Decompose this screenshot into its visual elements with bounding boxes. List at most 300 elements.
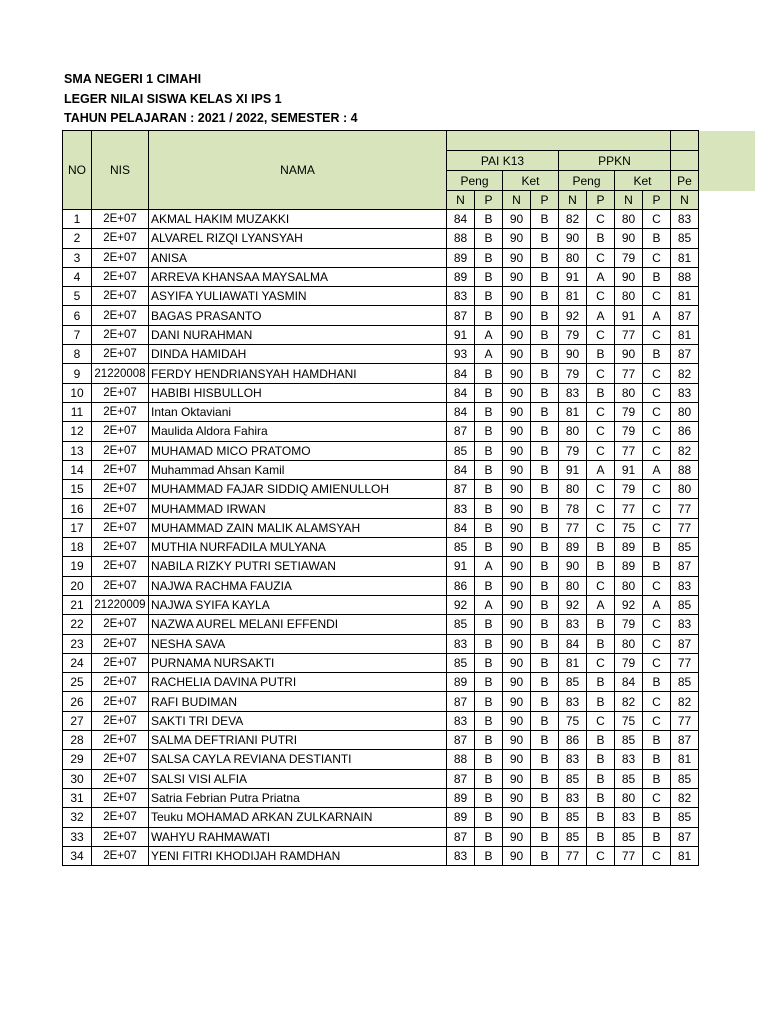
- cell-nis: 2E+07: [92, 692, 149, 711]
- cell-grade: 87: [671, 345, 699, 364]
- cell-grade: 90: [503, 769, 531, 788]
- cell-nama: ALVAREL RIZQI LYANSYAH: [149, 229, 447, 248]
- cell-grade: A: [587, 267, 615, 286]
- cell-grade: 83: [671, 615, 699, 634]
- cell-grade: C: [643, 499, 671, 518]
- cell-grade: 86: [671, 422, 699, 441]
- cell-grade: B: [475, 827, 503, 846]
- cell-grade: C: [587, 576, 615, 595]
- cell-grade: C: [643, 441, 671, 460]
- cell-grade: 79: [559, 441, 587, 460]
- cell-grade: B: [587, 750, 615, 769]
- cell-grade: 83: [447, 711, 475, 730]
- cell-grade: B: [587, 229, 615, 248]
- cell-grade: B: [475, 653, 503, 672]
- cell-nis: 2E+07: [92, 306, 149, 325]
- cell-grade: B: [475, 441, 503, 460]
- cell-nama: MUHAMMAD IRWAN: [149, 499, 447, 518]
- cell-grade: B: [643, 557, 671, 576]
- cell-grade: 79: [559, 325, 587, 344]
- cell-nis: 2E+07: [92, 480, 149, 499]
- cell-grade: 84: [447, 460, 475, 479]
- cell-grade: 77: [671, 499, 699, 518]
- cell-nis: 2E+07: [92, 518, 149, 537]
- cell-grade: 90: [503, 595, 531, 614]
- header-nis: NIS: [92, 131, 149, 210]
- cell-grade: C: [643, 402, 671, 421]
- cell-grade: C: [643, 653, 671, 672]
- cell-grade: B: [475, 383, 503, 402]
- cell-grade: 83: [559, 615, 587, 634]
- cell-grade: C: [587, 653, 615, 672]
- cell-grade: 90: [503, 788, 531, 807]
- cell-grade: 80: [615, 576, 643, 595]
- cell-grade: B: [475, 788, 503, 807]
- header-p: P: [643, 191, 671, 210]
- table-row: [63, 673, 755, 692]
- cell-grade: 85: [671, 538, 699, 557]
- cell-nama: Satria Febrian Putra Priatna: [149, 788, 447, 807]
- cell-grade: 91: [447, 557, 475, 576]
- cell-grade: A: [643, 595, 671, 614]
- cell-no: 7: [63, 325, 92, 344]
- cell-nama: NAJWA SYIFA KAYLA: [149, 595, 447, 614]
- table-row: [63, 383, 755, 402]
- header-p: P: [587, 191, 615, 210]
- cell-grade: C: [643, 615, 671, 634]
- cell-nama: Intan Oktaviani: [149, 402, 447, 421]
- cell-grade: B: [531, 229, 559, 248]
- cell-grade: 83: [671, 210, 699, 229]
- table-row: [63, 595, 755, 614]
- cell-grade: B: [643, 229, 671, 248]
- cell-grade: 81: [559, 402, 587, 421]
- cell-grade: B: [475, 460, 503, 479]
- cell-grade: B: [587, 769, 615, 788]
- cell-grade: B: [643, 731, 671, 750]
- cell-grade: B: [587, 383, 615, 402]
- table-body: [63, 210, 755, 866]
- cell-grade: 81: [671, 287, 699, 306]
- cell-no: 25: [63, 673, 92, 692]
- cell-grade: B: [587, 673, 615, 692]
- cell-grade: B: [531, 306, 559, 325]
- cell-grade: 90: [503, 576, 531, 595]
- cell-grade: B: [643, 808, 671, 827]
- cell-grade: B: [531, 402, 559, 421]
- header-filler: [699, 131, 755, 151]
- cell-grade: B: [475, 287, 503, 306]
- cell-grade: 87: [671, 557, 699, 576]
- cell-grade: 90: [615, 345, 643, 364]
- cell-grade: 90: [559, 557, 587, 576]
- cell-grade: B: [587, 731, 615, 750]
- cell-grade: B: [531, 769, 559, 788]
- cell-grade: 83: [615, 808, 643, 827]
- cell-grade: B: [531, 210, 559, 229]
- grade-table: [62, 130, 755, 866]
- cell-grade: 92: [615, 595, 643, 614]
- table-row: [63, 460, 755, 479]
- table-row: [63, 827, 755, 846]
- cell-grade: B: [531, 634, 559, 653]
- cell-grade: 86: [447, 576, 475, 595]
- table-row: [63, 788, 755, 807]
- cell-grade: B: [531, 364, 559, 383]
- academic-year: TAHUN PELAJARAN : 2021 / 2022, SEMESTER : 4: [64, 111, 358, 125]
- cell-grade: 90: [503, 325, 531, 344]
- cell-grade: 84: [447, 402, 475, 421]
- cell-nis: 2E+07: [92, 634, 149, 653]
- cell-grade: 84: [447, 364, 475, 383]
- header-n: N: [671, 191, 699, 210]
- cell-grade: C: [587, 480, 615, 499]
- table-row: [63, 499, 755, 518]
- cell-grade: B: [531, 576, 559, 595]
- table-row: [63, 210, 755, 229]
- cell-grade: 90: [503, 692, 531, 711]
- cell-grade: 88: [671, 460, 699, 479]
- cell-grade: 91: [559, 460, 587, 479]
- cell-grade: 83: [559, 750, 587, 769]
- cell-grade: B: [531, 480, 559, 499]
- cell-nama: RAFI BUDIMAN: [149, 692, 447, 711]
- cell-grade: C: [643, 210, 671, 229]
- cell-nis: 2E+07: [92, 287, 149, 306]
- cell-grade: 87: [671, 731, 699, 750]
- cell-grade: 83: [671, 383, 699, 402]
- table-row: [63, 769, 755, 788]
- cell-no: 11: [63, 402, 92, 421]
- cell-grade: 81: [671, 325, 699, 344]
- cell-grade: C: [587, 441, 615, 460]
- cell-no: 23: [63, 634, 92, 653]
- cell-grade: B: [643, 345, 671, 364]
- cell-no: 15: [63, 480, 92, 499]
- cell-nama: NABILA RIZKY PUTRI SETIAWAN: [149, 557, 447, 576]
- cell-grade: B: [531, 846, 559, 865]
- cell-grade: C: [643, 364, 671, 383]
- cell-grade: 85: [559, 673, 587, 692]
- cell-grade: 90: [503, 731, 531, 750]
- cell-grade: A: [587, 460, 615, 479]
- cell-grade: 77: [559, 518, 587, 537]
- cell-grade: 75: [559, 711, 587, 730]
- cell-grade: 90: [503, 653, 531, 672]
- cell-grade: 90: [503, 306, 531, 325]
- cell-grade: 85: [615, 731, 643, 750]
- cell-grade: B: [531, 345, 559, 364]
- cell-grade: 85: [671, 673, 699, 692]
- cell-grade: 83: [447, 846, 475, 865]
- cell-nama: YENI FITRI KHODIJAH RAMDHAN: [149, 846, 447, 865]
- cell-grade: 80: [615, 383, 643, 402]
- cell-grade: C: [643, 788, 671, 807]
- cell-grade: 81: [559, 653, 587, 672]
- cell-grade: B: [531, 615, 559, 634]
- cell-nama: PURNAMA NURSAKTI: [149, 653, 447, 672]
- table-row: [63, 345, 755, 364]
- cell-grade: 83: [447, 499, 475, 518]
- cell-nis: 21220009: [92, 595, 149, 614]
- header-nama: NAMA: [149, 131, 447, 210]
- cell-grade: B: [531, 595, 559, 614]
- cell-grade: B: [643, 827, 671, 846]
- cell-grade: A: [475, 557, 503, 576]
- report-title: LEGER NILAI SISWA KELAS XI IPS 1: [64, 91, 282, 106]
- cell-grade: 91: [615, 460, 643, 479]
- cell-no: 4: [63, 267, 92, 286]
- cell-no: 24: [63, 653, 92, 672]
- cell-grade: 83: [559, 692, 587, 711]
- table-row: [63, 692, 755, 711]
- cell-grade: B: [587, 345, 615, 364]
- cell-grade: B: [531, 383, 559, 402]
- cell-no: 30: [63, 769, 92, 788]
- cell-grade: 89: [447, 788, 475, 807]
- cell-no: 27: [63, 711, 92, 730]
- cell-nama: FERDY HENDRIANSYAH HAMDHANI: [149, 364, 447, 383]
- school-name: SMA NEGERI 1 CIMAHI: [64, 72, 202, 86]
- cell-grade: 80: [559, 422, 587, 441]
- cell-grade: 85: [671, 808, 699, 827]
- cell-grade: 84: [559, 634, 587, 653]
- grade-table-wrapper: [62, 130, 768, 866]
- header-ppkn-ket: Ket: [615, 171, 671, 191]
- cell-grade: 90: [503, 750, 531, 769]
- cell-no: 21: [63, 595, 92, 614]
- cell-nama: BAGAS PRASANTO: [149, 306, 447, 325]
- cell-nama: ARREVA KHANSAA MAYSALMA: [149, 267, 447, 286]
- cell-grade: B: [531, 673, 559, 692]
- cell-grade: 90: [503, 229, 531, 248]
- cell-grade: 83: [559, 788, 587, 807]
- table-row: [63, 653, 755, 672]
- table-row: [63, 538, 755, 557]
- cell-grade: 90: [503, 287, 531, 306]
- cell-grade: 90: [503, 673, 531, 692]
- header-n: N: [447, 191, 475, 210]
- cell-grade: 77: [671, 711, 699, 730]
- cell-grade: B: [531, 827, 559, 846]
- cell-nis: 2E+07: [92, 750, 149, 769]
- cell-grade: 89: [559, 538, 587, 557]
- cell-grade: 90: [503, 538, 531, 557]
- cell-grade: 79: [615, 480, 643, 499]
- cell-grade: 90: [503, 634, 531, 653]
- cell-nis: 2E+07: [92, 499, 149, 518]
- cell-grade: 87: [447, 480, 475, 499]
- cell-nama: HABIBI HISBULLOH: [149, 383, 447, 402]
- cell-grade: 81: [559, 287, 587, 306]
- table-row: [63, 248, 755, 267]
- cell-grade: 79: [615, 615, 643, 634]
- cell-grade: 92: [559, 306, 587, 325]
- cell-nis: 2E+07: [92, 731, 149, 750]
- cell-grade: 83: [447, 287, 475, 306]
- cell-grade: 83: [559, 383, 587, 402]
- cell-grade: 85: [559, 769, 587, 788]
- cell-nama: ASYIFA YULIAWATI YASMIN: [149, 287, 447, 306]
- cell-grade: 89: [615, 557, 643, 576]
- cell-grade: C: [587, 248, 615, 267]
- cell-grade: 82: [671, 692, 699, 711]
- cell-nis: 2E+07: [92, 827, 149, 846]
- cell-grade: 88: [447, 750, 475, 769]
- cell-grade: B: [475, 499, 503, 518]
- cell-nama: SALSI VISI ALFIA: [149, 769, 447, 788]
- header-p: P: [531, 191, 559, 210]
- cell-grade: C: [587, 325, 615, 344]
- cell-grade: B: [587, 634, 615, 653]
- cell-grade: 83: [447, 634, 475, 653]
- cell-grade: B: [531, 325, 559, 344]
- cell-grade: C: [643, 287, 671, 306]
- cell-nama: Teuku MOHAMAD ARKAN ZULKARNAIN: [149, 808, 447, 827]
- cell-nis: 2E+07: [92, 711, 149, 730]
- cell-grade: 89: [447, 267, 475, 286]
- cell-no: 33: [63, 827, 92, 846]
- cell-no: 18: [63, 538, 92, 557]
- table-row: [63, 364, 755, 383]
- cell-grade: 80: [671, 402, 699, 421]
- cell-grade: 77: [671, 518, 699, 537]
- cell-grade: 86: [559, 731, 587, 750]
- cell-grade: B: [475, 248, 503, 267]
- cell-nama: Maulida Aldora Fahira: [149, 422, 447, 441]
- cell-nama: NESHA SAVA: [149, 634, 447, 653]
- cell-nama: WAHYU RAHMAWATI: [149, 827, 447, 846]
- cell-grade: 83: [615, 750, 643, 769]
- cell-grade: 85: [671, 769, 699, 788]
- cell-grade: 90: [503, 248, 531, 267]
- header-no: NO: [63, 131, 92, 210]
- cell-grade: A: [643, 460, 671, 479]
- cell-grade: B: [475, 229, 503, 248]
- cell-grade: B: [587, 692, 615, 711]
- cell-grade: 87: [671, 306, 699, 325]
- cell-grade: 79: [615, 422, 643, 441]
- cell-grade: 90: [503, 827, 531, 846]
- cell-no: 16: [63, 499, 92, 518]
- cell-grade: 92: [559, 595, 587, 614]
- cell-grade: A: [475, 595, 503, 614]
- cell-grade: 87: [447, 769, 475, 788]
- header-n: N: [559, 191, 587, 210]
- cell-grade: 80: [559, 576, 587, 595]
- cell-grade: B: [587, 557, 615, 576]
- cell-nama: DINDA HAMIDAH: [149, 345, 447, 364]
- cell-nama: ANISA: [149, 248, 447, 267]
- cell-grade: B: [475, 673, 503, 692]
- cell-grade: 90: [503, 846, 531, 865]
- header-n: N: [503, 191, 531, 210]
- cell-grade: C: [587, 287, 615, 306]
- cell-grade: 85: [671, 595, 699, 614]
- cell-nis: 2E+07: [92, 267, 149, 286]
- cell-grade: C: [587, 422, 615, 441]
- cell-nis: 2E+07: [92, 576, 149, 595]
- cell-grade: B: [587, 615, 615, 634]
- cell-nama: MUHAMAD MICO PRATOMO: [149, 441, 447, 460]
- cell-grade: B: [475, 769, 503, 788]
- cell-grade: 85: [447, 615, 475, 634]
- cell-no: 32: [63, 808, 92, 827]
- cell-grade: B: [587, 808, 615, 827]
- cell-nama: AKMAL HAKIM MUZAKKI: [149, 210, 447, 229]
- cell-grade: B: [475, 364, 503, 383]
- cell-grade: B: [475, 634, 503, 653]
- cell-nis: 2E+07: [92, 422, 149, 441]
- cell-grade: 90: [503, 711, 531, 730]
- cell-no: 19: [63, 557, 92, 576]
- cell-grade: B: [531, 653, 559, 672]
- cell-grade: 85: [615, 827, 643, 846]
- cell-grade: 90: [503, 480, 531, 499]
- cell-grade: C: [643, 711, 671, 730]
- cell-grade: A: [475, 325, 503, 344]
- cell-no: 3: [63, 248, 92, 267]
- cell-grade: 90: [503, 808, 531, 827]
- cell-grade: 82: [559, 210, 587, 229]
- cell-grade: B: [531, 441, 559, 460]
- header-ppkn-peng: Peng: [559, 171, 615, 191]
- header-pai-k13: PAI K13: [447, 151, 559, 171]
- cell-grade: 90: [503, 615, 531, 634]
- table-row: [63, 402, 755, 421]
- cell-grade: B: [475, 711, 503, 730]
- cell-nis: 21220008: [92, 364, 149, 383]
- cell-grade: C: [643, 692, 671, 711]
- cell-grade: B: [531, 711, 559, 730]
- cell-nis: 2E+07: [92, 808, 149, 827]
- cell-grade: 90: [615, 229, 643, 248]
- cell-no: 29: [63, 750, 92, 769]
- table-row: [63, 846, 755, 865]
- cell-grade: C: [643, 518, 671, 537]
- table-row: [63, 267, 755, 286]
- cell-grade: 82: [615, 692, 643, 711]
- cell-grade: 77: [615, 364, 643, 383]
- cell-grade: 75: [615, 518, 643, 537]
- cell-nama: MUTHIA NURFADILA MULYANA: [149, 538, 447, 557]
- cell-no: 5: [63, 287, 92, 306]
- cell-no: 10: [63, 383, 92, 402]
- cell-grade: 87: [447, 692, 475, 711]
- cell-no: 6: [63, 306, 92, 325]
- cell-grade: B: [587, 538, 615, 557]
- cell-grade: 90: [503, 518, 531, 537]
- cell-grade: 90: [503, 267, 531, 286]
- cell-nis: 2E+07: [92, 248, 149, 267]
- cell-grade: 90: [503, 345, 531, 364]
- cell-grade: B: [531, 731, 559, 750]
- cell-no: 8: [63, 345, 92, 364]
- cell-nama: SAKTI TRI DEVA: [149, 711, 447, 730]
- document-header: [64, 70, 358, 129]
- header-next-subject: [671, 151, 699, 171]
- cell-grade: C: [643, 325, 671, 344]
- cell-grade: B: [643, 750, 671, 769]
- cell-grade: C: [643, 422, 671, 441]
- cell-grade: B: [587, 788, 615, 807]
- table-row: [63, 750, 755, 769]
- cell-grade: 90: [503, 460, 531, 479]
- cell-grade: 82: [671, 441, 699, 460]
- cell-grade: B: [531, 750, 559, 769]
- cell-grade: 84: [447, 210, 475, 229]
- cell-grade: 87: [447, 731, 475, 750]
